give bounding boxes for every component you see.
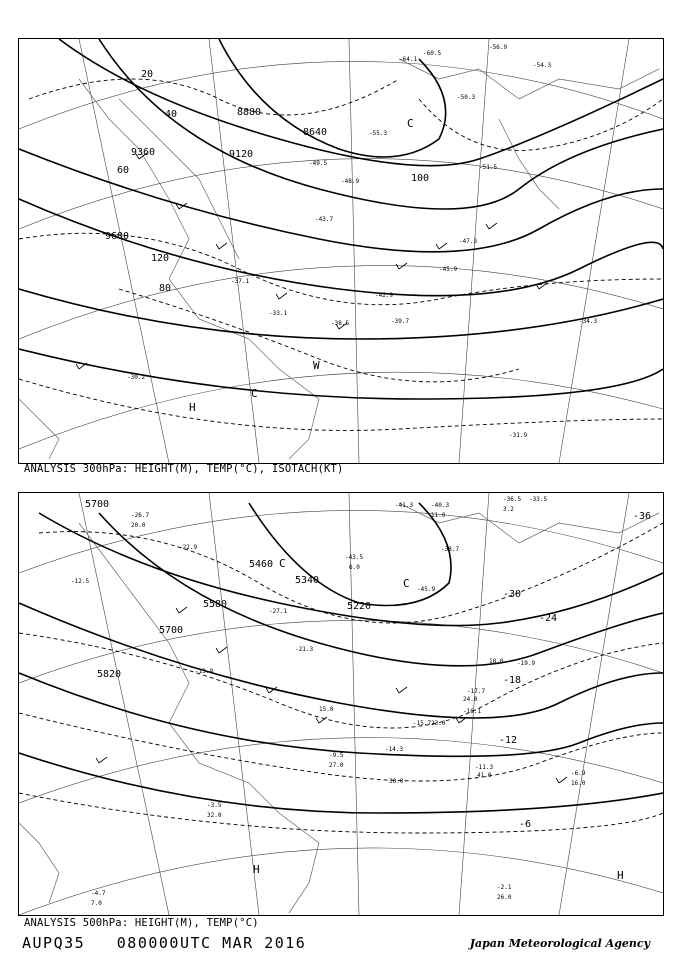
temp-value: -12.5 [71, 578, 90, 585]
temp-value: -43.5 [345, 554, 364, 561]
isotach-label-20: 20 [141, 69, 154, 80]
temp-value: -55.3 [369, 130, 388, 137]
height-label-9120: 9120 [229, 149, 254, 160]
temp-value: -31.9 [509, 432, 528, 439]
dewpoint-value: 32.0 [207, 812, 222, 819]
dewpoint-value: 30.0 [389, 778, 404, 785]
temp-value: -33.5 [529, 496, 548, 503]
temp-value: -34.3 [579, 318, 598, 325]
temp-value: -38.5 [331, 320, 350, 327]
dewpoint-value: 16.0 [571, 780, 586, 787]
isotherm-label-24: -24 [539, 613, 558, 624]
center-marker-c-north: C [407, 117, 414, 130]
temp-value: -21.3 [295, 646, 314, 653]
center-marker-h: H [253, 863, 260, 876]
temp-value: -11.3 [475, 764, 494, 771]
temp-value: -33.1 [269, 310, 288, 317]
wind-barbs [76, 153, 547, 369]
height-label-9600: 9600 [105, 231, 130, 242]
temp-value: -48.9 [341, 178, 360, 185]
height-label-5460: 5460 [249, 559, 274, 570]
dewpoint-value: 15.0 [319, 706, 334, 713]
temp-value: -40.3 [431, 502, 450, 509]
isotach-contours-300 [19, 79, 663, 430]
center-marker-c-east: C [403, 577, 410, 590]
map-500hpa-panel [18, 492, 664, 916]
height-label-5340: 5340 [295, 575, 320, 586]
isotherm-label-12: -12 [499, 735, 518, 746]
coastlines [19, 59, 659, 459]
temp-value: -17.7 [467, 688, 486, 695]
dewpoint-value: 3.2 [503, 506, 514, 513]
temp-value: -36.5 [503, 496, 522, 503]
temp-value: -16.1 [463, 708, 482, 715]
height-label-8640: 8640 [303, 127, 328, 138]
issue-time: 080000UTC MAR 2016 [116, 934, 307, 952]
temp-value: -9.5 [329, 752, 344, 759]
temp-value: -60.5 [423, 50, 442, 57]
temp-value: -39.7 [391, 318, 410, 325]
temp-value: -49.5 [309, 160, 328, 167]
panel-300hpa-caption: ANALYSIS 300hPa: HEIGHT(M), TEMP(°C), ISOTACH(KT) [24, 463, 344, 475]
temp-value: -51.5 [479, 164, 498, 171]
temp-value: -4.7 [91, 890, 106, 897]
height-label-5820: 5820 [97, 669, 122, 680]
temp-value: -19.9 [517, 660, 536, 667]
agency-credit: Japan Meteorological Agency [469, 937, 650, 950]
temp-value: -22.9 [179, 544, 198, 551]
temp-value: -30.2 [127, 374, 146, 381]
temp-value: -13.9 [195, 668, 214, 675]
temp-value: -50.3 [457, 94, 476, 101]
dewpoint-value: 7.0 [91, 900, 102, 907]
dewpoint-value: 6.0 [349, 564, 360, 571]
temp-value: -37.1 [231, 278, 250, 285]
temp-value: -2.1 [497, 884, 512, 891]
latlon-grid [19, 39, 663, 463]
height-contours-300 [19, 39, 663, 399]
temp-value: -14.3 [385, 746, 404, 753]
temp-value: -41.3 [395, 502, 414, 509]
isotherm-label-36: -36 [633, 511, 652, 522]
temp-value: -45.9 [417, 586, 436, 593]
dewpoint-value: 24.0 [463, 696, 478, 703]
isotach-label-40: 40 [165, 109, 178, 120]
isotach-label-60: 60 [117, 165, 130, 176]
panel-500hpa-caption: ANALYSIS 500hPa: HEIGHT(M), TEMP(°C) [24, 917, 259, 929]
dewpoint-value: 26.0 [497, 894, 512, 901]
center-marker-h: H [189, 401, 196, 414]
center-marker-c: C [279, 557, 286, 570]
isotach-label-120: 120 [151, 253, 170, 264]
temp-value: -45.9 [439, 266, 458, 273]
temp-value: -64.1 [399, 56, 418, 63]
height-label-5220: 5220 [347, 601, 372, 612]
height-label-5700: 5700 [159, 625, 184, 636]
dewpoint-value: 41.0 [477, 772, 492, 779]
map-500hpa-canvas [19, 493, 663, 915]
chart-code: AUPQ35 [22, 934, 86, 952]
temp-value: -56.9 [489, 44, 508, 51]
temp-value: -27.1 [269, 608, 288, 615]
dewpoint-value: 20.0 [131, 522, 146, 529]
height-label-5580: 5580 [203, 599, 228, 610]
isotherm-label-30: -30 [503, 589, 522, 600]
center-marker-c: C [251, 387, 258, 400]
isotach-label-80: 80 [159, 283, 172, 294]
temp-value: -38.7 [441, 546, 460, 553]
temp-value: -15.7 [413, 720, 432, 727]
map-300hpa-canvas [19, 39, 663, 463]
isotach-label-100: 100 [411, 173, 430, 184]
dewpoint-value: 23.0 [431, 720, 446, 727]
height-label-8880: 8880 [237, 107, 262, 118]
chart-id-and-time [22, 934, 306, 952]
center-marker-h-east: H [617, 869, 624, 882]
temp-value: -6.9 [571, 770, 586, 777]
dewpoint-value: 18.0 [489, 658, 504, 665]
center-marker-w: W [313, 359, 320, 372]
map-300hpa-panel [18, 38, 664, 464]
temp-value: -3.5 [207, 802, 222, 809]
temp-value: -42.9 [375, 292, 394, 299]
dewpoint-value: 11.0 [431, 512, 446, 519]
isotherm-label-18: -18 [503, 675, 522, 686]
temp-value: -47.3 [459, 238, 478, 245]
temp-value: -43.7 [315, 216, 334, 223]
height-label-5700-top: 5700 [85, 499, 110, 510]
isotherm-label-6: -6 [519, 819, 532, 830]
height-label-9360: 9360 [131, 147, 156, 158]
temp-value: -54.3 [533, 62, 552, 69]
dewpoint-value: 27.0 [329, 762, 344, 769]
temp-value: -26.7 [131, 512, 150, 519]
